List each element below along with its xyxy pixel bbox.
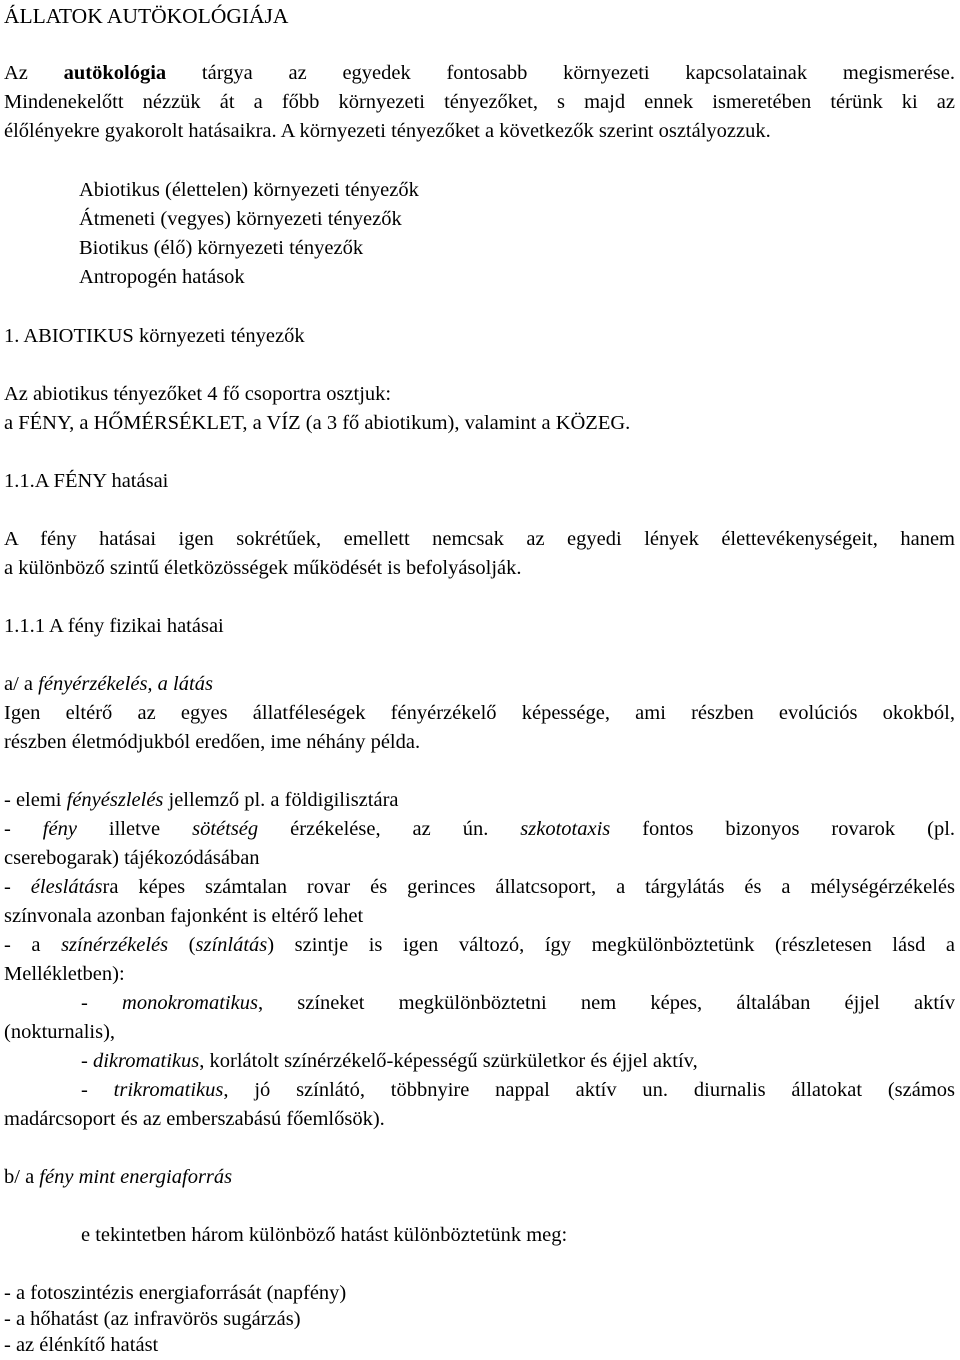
text: ) szintje is igen változó, így megkülönböztetünk (részletesen lásd a [267,934,955,956]
text: - elemi [4,789,67,811]
intro-line-2: Mindenekelőtt nézzük át a főbb környezeti tényezőket, s majd ennek ismeretében térünk ki az [4,91,955,113]
effect-list-item: - a fotoszintézis energiaforrását (napfény) [4,1282,347,1304]
bullet-item [4,873,955,902]
text: - [4,876,31,898]
text: - a [4,934,62,956]
intro-line-1 [4,59,955,88]
italic-term: színérzékelés [61,934,169,956]
bullet-item-continuation: Mellékletben): [4,963,125,985]
text: ( [168,934,196,956]
factor-list-item: Antropogén hatások [79,266,245,288]
subsection-b-heading [4,1163,232,1192]
text: a/ a [4,673,39,695]
text: érzékelése, az ún. [258,818,521,840]
text: - [81,992,123,1014]
text: - [81,1050,93,1072]
bullet-item [4,815,955,844]
italic-term: színlátás [195,934,268,956]
text: tárgya az egyedek fontosabb környezeti kapcsolatainak megismerése. [166,62,956,84]
bold-term-autokologia: autökológia [63,62,167,84]
text: ra képes számtalan rovar és gerinces állatcsoport, a tárgylátás és a mélységérzékelés [102,876,955,898]
italic-term: dikromatikus [92,1050,200,1072]
subsection-a-line-2: részben életmódjukból eredően, ime néhány példa. [4,731,421,753]
italic-term: fényészlelés [66,789,164,811]
section-1-1-1-heading: 1.1.1 A fény fizikai hatásai [4,615,224,637]
section-1-1-heading: 1.1.A FÉNY hatásai [4,470,169,492]
text: b/ a [4,1166,40,1188]
italic-term: éleslátás [30,876,103,898]
sub-bullet-item [81,1076,955,1105]
text: fontos bizonyos rovarok (pl. [610,818,956,840]
sub-bullet-continuation: (nokturnalis), [4,1021,116,1043]
subsection-a-heading [4,670,213,699]
section-1-1-line-2: a különböző szintű életközösségek működését is befolyásolják. [4,557,522,579]
italic-term: sötétség [192,818,259,840]
factor-list-item: Abiotikus (élettelen) környezeti tényezők [79,179,419,201]
italic-term: monokromatikus [122,992,258,1014]
text: jellemző pl. a földigilisztára [163,789,399,811]
text: , jó színlátó, többnyire nappal aktív un. diurnalis állatokat (számos [223,1079,956,1101]
italic-term: fényérzékelés, a látás [38,673,213,695]
bullet-item-continuation: cserebogarak) tájékozódásában [4,847,260,869]
text: - [81,1079,114,1101]
italic-term: fény mint energiaforrás [39,1166,233,1188]
intro-line-3: élőlényekre gyakorolt hatásaikra. A környezeti tényezőket a következők szerint osztályozzuk. [4,120,771,142]
bullet-item-continuation: színvonala azonban fajonként is eltérő lehet [4,905,364,927]
text: , korlátolt színérzékelő-képességű szürkületkor és éjjel aktív, [199,1050,698,1072]
italic-term: szkototaxis [520,818,611,840]
effect-list-item: - az élénkítő hatást [4,1334,159,1356]
subsection-a-line-1: Igen eltérő az egyes állatféleségek fényérzékelő képessége, ami részben evolúciós okokból, [4,702,955,724]
italic-term: trikromatikus [113,1079,224,1101]
subsection-b-intro: e tekintetben három különböző hatást különböztetünk meg: [81,1224,568,1246]
effect-list-item: - a hőhatást (az infravörös sugárzás) [4,1308,301,1330]
factor-list-item: Átmeneti (vegyes) környezeti tényezők [79,208,402,230]
section-1-paragraph: Az abiotikus tényezőket 4 fő csoportra osztjuk: [4,383,392,405]
section-1-paragraph: a FÉNY, a HŐMÉRSÉKLET, a VÍZ (a 3 fő abiotikum), valamint a KÖZEG. [4,412,631,434]
italic-term: fény [42,818,77,840]
text: Az [4,62,64,84]
text: - [4,818,43,840]
bullet-item [4,931,955,960]
sub-bullet-continuation: madárcsoport és az emberszabású főemlősök). [4,1108,385,1130]
text: , színeket megkülönböztetni nem képes, általában éjjel aktív [257,992,955,1014]
section-1-heading: 1. ABIOTIKUS környezeti tényezők [4,325,305,347]
text: illetve [76,818,193,840]
sub-bullet-item [81,989,955,1018]
sub-bullet-item [81,1047,698,1076]
factor-list-item: Biotikus (élő) környezeti tényezők [79,237,364,259]
bullet-item [4,786,399,815]
document-title: ÁLLATOK AUTÖKOLÓGIÁJA [4,4,289,28]
section-1-1-line-1: A fény hatásai igen sokrétűek, emellett nemcsak az egyedi lények élettevékenységeit, hanem [4,528,955,550]
